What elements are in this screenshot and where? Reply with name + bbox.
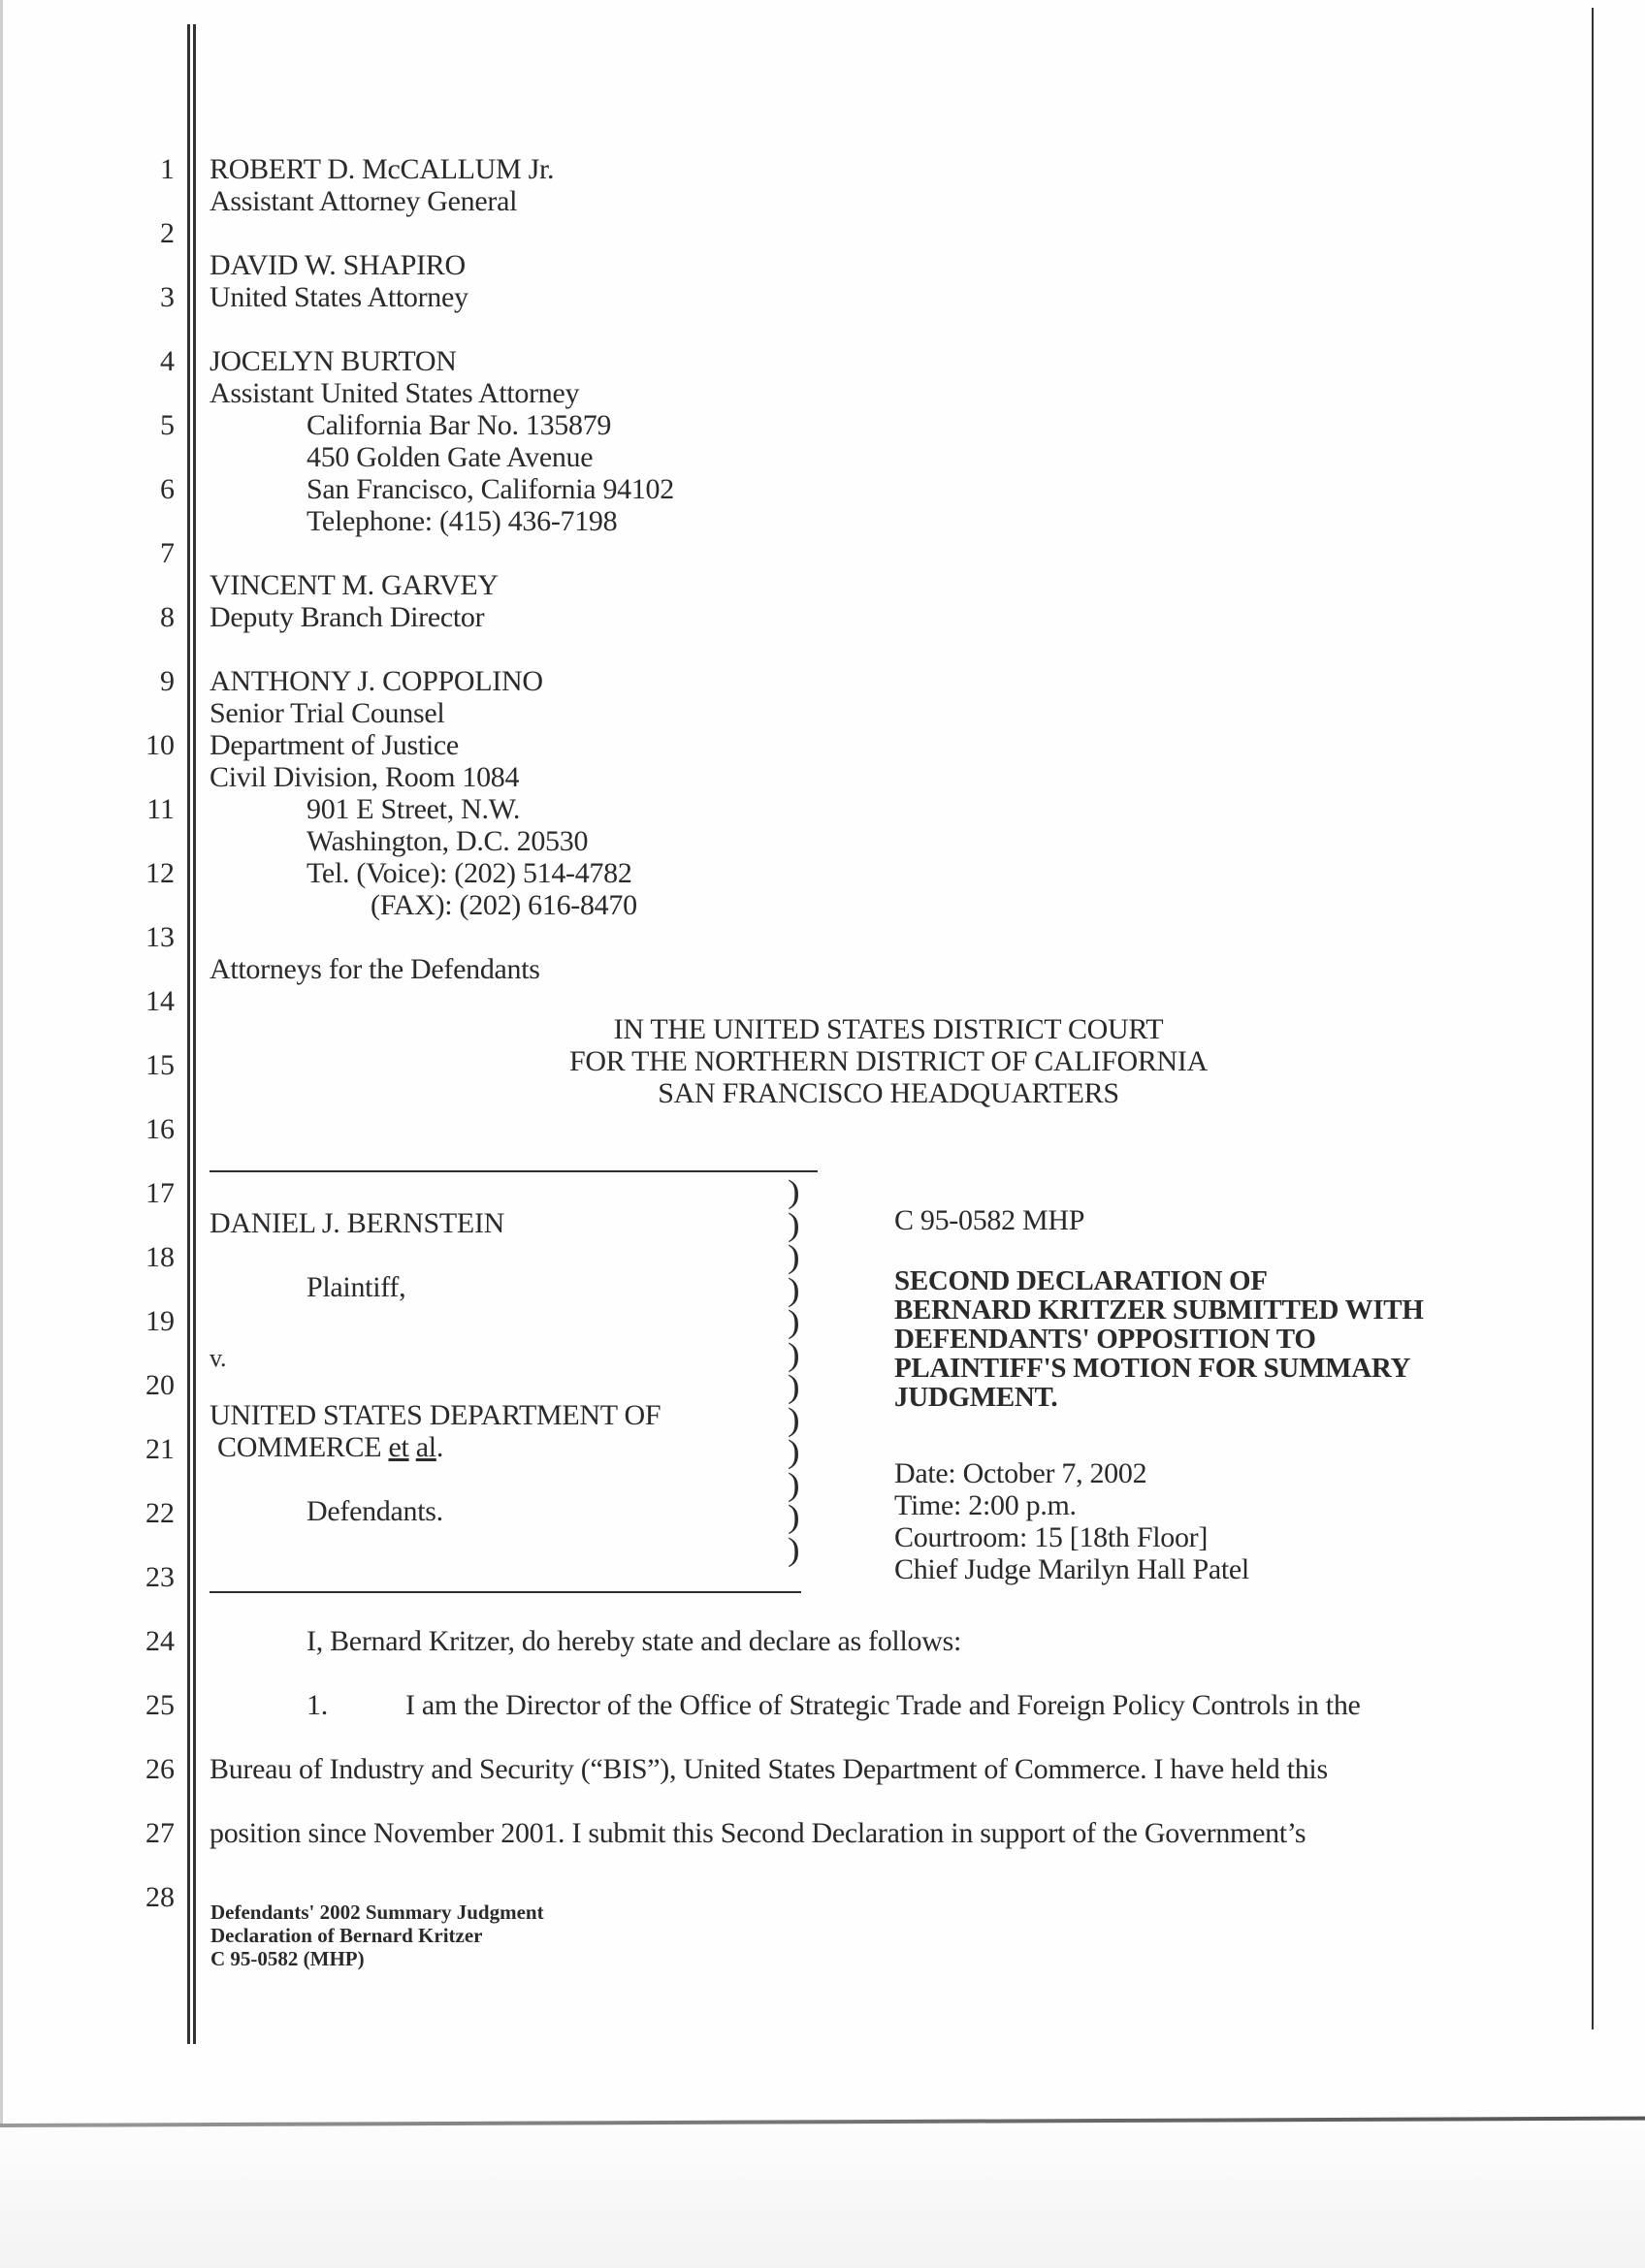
- paren: ): [788, 1303, 800, 1340]
- scanner-background: [0, 2124, 1645, 2268]
- versus: v.: [210, 1344, 227, 1372]
- paren: ): [788, 1530, 800, 1568]
- paren: ): [788, 1205, 800, 1243]
- attorneys-for: Attorneys for the Defendants: [210, 953, 540, 985]
- line-number: 5: [160, 409, 175, 441]
- court-division: SAN FRANCISCO HEADQUARTERS: [658, 1077, 1119, 1109]
- defendant-label: Defendants.: [306, 1495, 443, 1527]
- line-number: 18: [145, 1241, 175, 1273]
- left-margin-rule-inner: [193, 24, 196, 2044]
- line-number: 22: [145, 1497, 175, 1529]
- line-number: 3: [160, 281, 175, 313]
- document-title-line: JUDGMENT.: [894, 1382, 1058, 1413]
- counsel-org: Department of Justice: [210, 729, 459, 761]
- paren: ): [788, 1400, 800, 1438]
- line-number: 25: [145, 1689, 175, 1721]
- document-title-line: SECOND DECLARATION OF: [894, 1265, 1268, 1296]
- line-number: 20: [145, 1369, 175, 1401]
- hearing-time: Time: 2:00 p.m.: [894, 1489, 1077, 1521]
- line-number: 1: [160, 153, 175, 185]
- paren: ): [788, 1498, 800, 1535]
- document-title-line: BERNARD KRITZER SUBMITTED WITH: [894, 1294, 1424, 1326]
- paren: ): [788, 1433, 800, 1470]
- plaintiff-label: Plaintiff,: [306, 1271, 406, 1303]
- footer-line: Defendants' 2002 Summary Judgment: [210, 1901, 544, 1924]
- declaration-intro: I, Bernard Kritzer, do hereby state and declare as follows:: [306, 1625, 961, 1657]
- paragraph-text: position since November 2001. I submit this Second Declaration in support of the Government’s: [210, 1817, 1306, 1849]
- paragraph-number: 1.: [306, 1689, 328, 1721]
- footer-line: C 95-0582 (MHP): [210, 1947, 365, 1970]
- caption-bottom-rule: [210, 1591, 801, 1593]
- line-number: 14: [145, 985, 175, 1017]
- counsel-city: Washington, D.C. 20530: [306, 825, 589, 857]
- line-number: 7: [160, 537, 175, 569]
- paragraph-text: I am the Director of the Office of Strategic Trade and Foreign Policy Controls in the: [405, 1689, 1361, 1721]
- caption-parentheses: [788, 1173, 811, 1568]
- counsel-name: ROBERT D. McCALLUM Jr.: [210, 153, 555, 185]
- line-number: 15: [145, 1049, 175, 1081]
- line-number: 13: [145, 921, 175, 953]
- counsel-city: San Francisco, California 94102: [306, 473, 674, 505]
- defendant-name-line2: COMMERCE et al.: [217, 1431, 444, 1463]
- line-number: 4: [160, 345, 175, 377]
- line-number: 8: [160, 601, 175, 633]
- counsel-address: 901 E Street, N.W.: [306, 793, 521, 825]
- line-number: 2: [160, 217, 175, 249]
- line-number: 21: [145, 1433, 175, 1465]
- paren: ): [788, 1368, 800, 1405]
- counsel-fax: (FAX): (202) 616-8470: [371, 889, 637, 921]
- document-title-line: DEFENDANTS' OPPOSITION TO: [894, 1324, 1316, 1355]
- document-title-line: PLAINTIFF'S MOTION FOR SUMMARY: [894, 1353, 1411, 1384]
- counsel-title: Senior Trial Counsel: [210, 697, 445, 729]
- hearing-judge: Chief Judge Marilyn Hall Patel: [894, 1553, 1249, 1585]
- hearing-courtroom: Courtroom: 15 [18th Floor]: [894, 1521, 1209, 1553]
- counsel-phone: Tel. (Voice): (202) 514-4782: [306, 857, 632, 889]
- counsel-title: Assistant Attorney General: [210, 185, 518, 217]
- counsel-address: 450 Golden Gate Avenue: [306, 441, 594, 473]
- line-number: 12: [145, 857, 175, 889]
- line-number: 19: [145, 1305, 175, 1337]
- counsel-name: DAVID W. SHAPIRO: [210, 249, 466, 281]
- counsel-title: United States Attorney: [210, 281, 468, 313]
- counsel-title: Deputy Branch Director: [210, 601, 485, 633]
- paren: ): [788, 1238, 800, 1275]
- paragraph-text: Bureau of Industry and Security (“BIS”), United States Department of Commerce. I have held this: [210, 1753, 1328, 1785]
- left-margin-rule-outer: [187, 24, 190, 2044]
- hearing-date: Date: October 7, 2002: [894, 1457, 1147, 1489]
- line-number: 23: [145, 1561, 175, 1593]
- counsel-phone: Telephone: (415) 436-7198: [306, 505, 618, 537]
- line-number: 26: [145, 1753, 175, 1785]
- plaintiff-name: DANIEL J. BERNSTEIN: [210, 1207, 504, 1239]
- line-number: 6: [160, 473, 175, 505]
- counsel-bar-number: California Bar No. 135879: [306, 409, 612, 441]
- paren: ): [788, 1173, 800, 1210]
- counsel-name: ANTHONY J. COPPOLINO: [210, 665, 543, 697]
- defendant-name-line1: UNITED STATES DEPARTMENT OF: [210, 1399, 661, 1431]
- line-number: 27: [145, 1817, 175, 1849]
- footer-line: Declaration of Bernard Kritzer: [210, 1924, 483, 1947]
- court-district: FOR THE NORTHERN DISTRICT OF CALIFORNIA: [569, 1045, 1208, 1077]
- line-number: 16: [145, 1113, 175, 1145]
- line-number: 24: [145, 1625, 175, 1657]
- scan-edge: [0, 0, 3, 2268]
- page-footer: [210, 1901, 544, 1970]
- line-number: 17: [145, 1177, 175, 1209]
- paren: ): [788, 1465, 800, 1503]
- line-number: 28: [145, 1881, 175, 1913]
- counsel-title: Assistant United States Attorney: [210, 377, 580, 409]
- counsel-org: Civil Division, Room 1084: [210, 761, 520, 793]
- right-margin-rule: [1592, 8, 1594, 2029]
- caption-top-rule: [210, 1170, 818, 1172]
- counsel-name: VINCENT M. GARVEY: [210, 569, 499, 601]
- line-number: 11: [146, 793, 175, 825]
- court-name: IN THE UNITED STATES DISTRICT COURT: [613, 1013, 1164, 1045]
- case-number: C 95-0582 MHP: [894, 1204, 1085, 1236]
- paren: ): [788, 1270, 800, 1308]
- paren: ): [788, 1335, 800, 1373]
- counsel-name: JOCELYN BURTON: [210, 345, 457, 377]
- line-number: 10: [145, 729, 175, 761]
- line-number: 9: [160, 665, 175, 697]
